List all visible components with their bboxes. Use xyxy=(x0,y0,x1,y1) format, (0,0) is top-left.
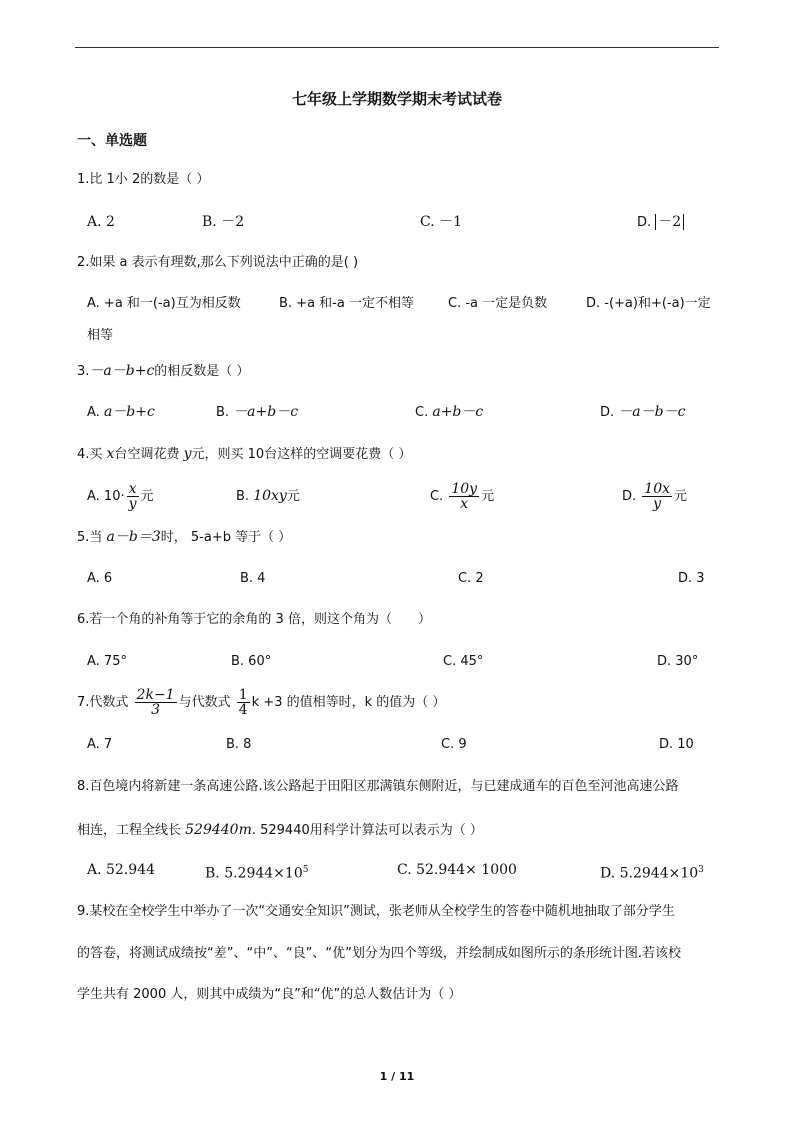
q4-a-fraction xyxy=(127,482,139,511)
q7-option-c[interactable]: C. 9 xyxy=(441,737,467,752)
q7-f2-num: 1 xyxy=(238,687,248,703)
q7-option-a[interactable]: A. 7 xyxy=(87,737,113,752)
question-1: 1.比 1小 2的数是（ ） xyxy=(77,172,210,187)
question-5 xyxy=(77,527,291,548)
q4-var-x: x xyxy=(106,446,115,462)
q1-option-c[interactable]: C. －1 xyxy=(420,214,463,230)
q4-option-d[interactable] xyxy=(622,482,687,511)
q3-c-label: C. xyxy=(415,405,433,420)
q3-c-expr: a+b－c xyxy=(432,404,484,420)
question-3 xyxy=(77,361,249,382)
question-9-line-1: 9.某校在全校学生中举办了一次“交通安全知识”测试，张老师从全校学生的答卷中随机地抽取了部分学生 xyxy=(77,904,675,919)
section-heading: 一、单选题 xyxy=(77,133,147,149)
q4-option-b[interactable] xyxy=(236,486,300,507)
q8-option-a[interactable]: A. 52.944 xyxy=(87,862,155,878)
question-4 xyxy=(77,444,411,465)
q4-c-den: x xyxy=(460,496,469,512)
q4-var-y: y xyxy=(183,446,192,462)
q7-fraction-1 xyxy=(135,688,177,717)
q8-stem-1: 相连，工程全线长 xyxy=(77,823,186,838)
q8-b-base: B. 5.2944×10 xyxy=(205,865,303,882)
question-2: 2.如果 a 表示有理数,那么下列说法中正确的是( ) xyxy=(77,255,359,270)
q8-stem-2: . 529440用科学计算法可以表示为（ ） xyxy=(251,823,483,838)
q3-option-a[interactable] xyxy=(87,402,155,423)
q3-d-expr: －a－b－c xyxy=(618,404,686,420)
q4-b-unit: 元 xyxy=(286,489,300,504)
q4-a-label: A. 10· xyxy=(87,489,125,504)
q7-option-b[interactable]: B. 8 xyxy=(226,737,252,752)
q4-stem-1: 4.买 xyxy=(77,447,107,462)
q5-option-d[interactable]: D. 3 xyxy=(678,571,705,586)
q3-option-b[interactable] xyxy=(216,402,298,423)
q7-fraction-2 xyxy=(237,688,250,717)
page-title: 七年级上学期数学期末考试试卷 xyxy=(291,90,502,108)
q1-option-b[interactable]: B. －2 xyxy=(202,214,245,230)
q7-f1-den: 3 xyxy=(151,702,161,718)
question-9-line-2: 的答卷，将测试成绩按“差”、“中”、“良”、“优”划分为四个等级，并绘制成如图所示的条形统计图.若该校 xyxy=(77,946,682,961)
question-9-line-3: 学生共有 2000 人，则其中成绩为“良”和“优”的总人数估计为（ ） xyxy=(77,987,462,1002)
q7-stem-3: k +3 的值相等时，k 的值为（ ） xyxy=(251,695,446,710)
q1-option-d-abs: －2 xyxy=(655,214,684,230)
q8-option-d[interactable] xyxy=(600,860,704,884)
top-rule xyxy=(75,47,719,48)
q2-option-b[interactable]: B. +a 和-a 一定不相等 xyxy=(279,296,414,311)
q3-a-label: A. xyxy=(87,405,104,420)
question-7 xyxy=(77,688,445,718)
q2-option-c[interactable]: C. -a 一定是负数 xyxy=(448,296,548,311)
q4-a-unit: 元 xyxy=(140,489,154,504)
question-8-line-1: 8.百色境内将新建一条高速公路.该公路起于田阳区那满镇东侧附近，与已建成通车的百色至河池高速公路 xyxy=(77,779,679,794)
q4-d-unit: 元 xyxy=(674,489,688,504)
q3-option-d[interactable] xyxy=(600,402,685,423)
q3-number: 3. xyxy=(77,364,90,379)
q4-c-num: 10y xyxy=(451,481,478,497)
q4-c-unit: 元 xyxy=(481,489,495,504)
q7-stem-1: 7.代数式 xyxy=(77,695,133,710)
q7-option-d[interactable]: D. 10 xyxy=(659,737,694,752)
q4-b-label: B. xyxy=(236,489,254,504)
q3-option-c[interactable] xyxy=(415,402,483,423)
q7-stem-2: 与代数式 xyxy=(178,695,235,710)
q3-stem-text: 的相反数是（ ） xyxy=(154,364,250,379)
q4-stem-3: 元，则买 10台这样的空调要花费（ ） xyxy=(191,447,412,462)
q8-length: 529440m xyxy=(185,822,252,838)
q5-condition: a－b＝3 xyxy=(106,529,161,545)
q5-option-b[interactable]: B. 4 xyxy=(240,571,266,586)
q4-a-num: x xyxy=(127,482,139,497)
q4-c-fraction xyxy=(449,482,479,511)
page-number: 1 / 11 xyxy=(379,1070,415,1083)
q6-option-d[interactable]: D. 30° xyxy=(657,654,699,669)
q4-b-expr: 10xy xyxy=(253,488,287,504)
q6-option-b[interactable]: B. 60° xyxy=(231,654,272,669)
q7-f1-num: 2k−1 xyxy=(136,687,175,703)
q3-b-expr: －a+b－c xyxy=(233,404,299,420)
q3-expression: －a－b+c xyxy=(89,363,155,379)
q8-d-base: D. 5.2944×10 xyxy=(600,865,699,882)
q1-option-d-label: D. xyxy=(637,215,656,230)
q1-option-a[interactable]: A. 2 xyxy=(87,214,115,230)
q5-option-c[interactable]: C. 2 xyxy=(458,571,484,586)
q3-b-label: B. xyxy=(216,405,234,420)
question-8-line-2 xyxy=(77,820,483,841)
q8-b-exp: 5 xyxy=(302,865,309,875)
q4-d-num: 10x xyxy=(644,481,670,497)
q6-option-c[interactable]: C. 45° xyxy=(443,654,484,669)
q8-option-c[interactable]: C. 52.944× 1000 xyxy=(397,862,517,878)
q4-option-a[interactable] xyxy=(87,482,154,511)
q1-option-d[interactable] xyxy=(637,212,684,233)
q4-d-den: y xyxy=(653,496,662,512)
q4-option-c[interactable] xyxy=(430,482,494,511)
q2-option-a[interactable]: A. +a 和一(-a)互为相反数 xyxy=(87,296,241,311)
q6-option-a[interactable]: A. 75° xyxy=(87,654,127,669)
q3-d-label: D. xyxy=(600,405,619,420)
q2-option-d[interactable]: D. -(+a)和+(-a)一定 xyxy=(586,296,711,311)
q3-a-expr: a－b+c xyxy=(103,404,155,420)
q4-stem-2: 台空调花费 xyxy=(114,447,184,462)
q4-d-label: D. xyxy=(622,489,641,504)
q5-stem-2: 时， 5-a+b 等于（ ） xyxy=(160,530,292,545)
q2-option-d-cont: 相等 xyxy=(87,328,114,343)
q7-f2-den: 4 xyxy=(238,702,248,718)
q4-d-fraction xyxy=(642,482,672,511)
q8-d-exp: 3 xyxy=(698,865,704,875)
q5-stem-1: 5.当 xyxy=(77,530,107,545)
q4-c-label: C. xyxy=(430,489,448,504)
q5-option-a[interactable]: A. 6 xyxy=(87,571,113,586)
question-6: 6.若一个角的补角等于它的余角的 3 倍，则这个角为（ ） xyxy=(77,612,431,627)
q4-a-den: y xyxy=(128,496,137,512)
q8-option-b[interactable] xyxy=(205,860,308,884)
